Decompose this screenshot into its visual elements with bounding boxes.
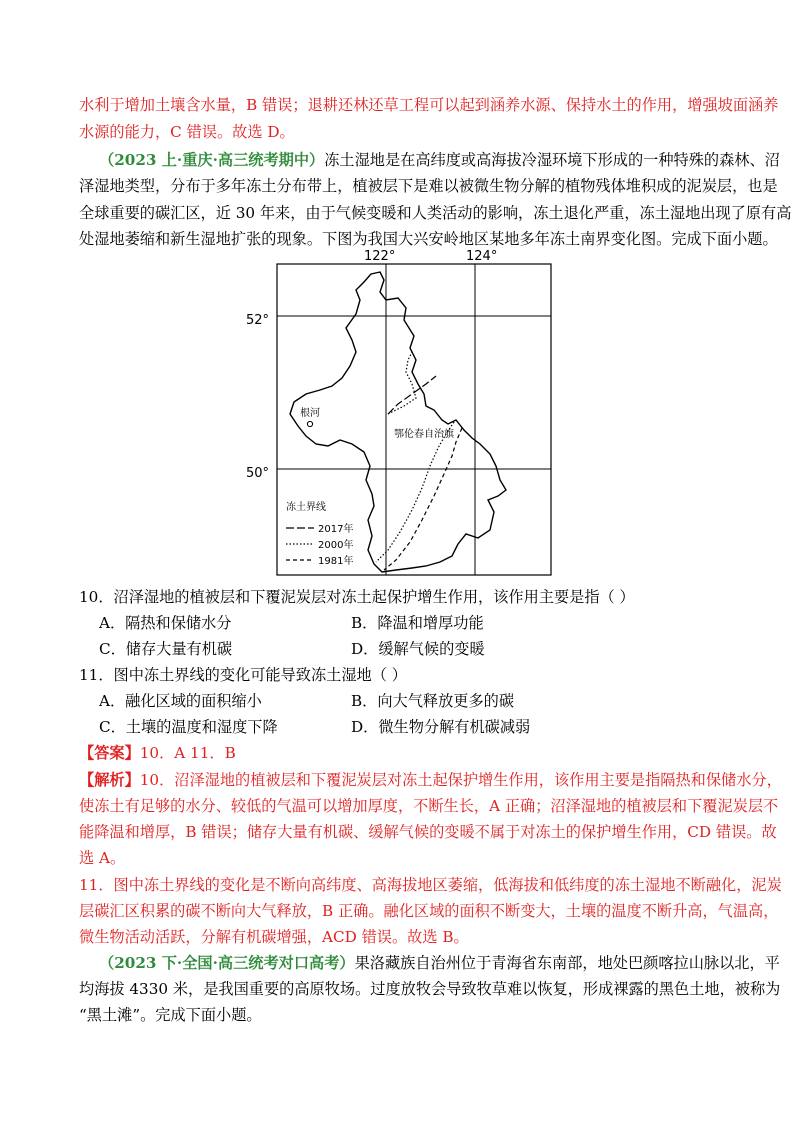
- question-11-option-c: C．土壤的温度和湿度下降: [99, 718, 278, 736]
- passage1-line-3: 全球重要的碳汇区，近 30 年来，由于气候变暖和人类活动的影响，冻土退化严重，冻土湿地出现了原有高: [79, 204, 792, 222]
- passage1-line-2: 泽湿地类型，分布于多年冻土分布带上，植被层下是难以被微生物分解的植物残体堆积成的泥炭层，也是: [79, 177, 778, 195]
- passage2-text-1: 果洛藏族自治州位于青海省东南部，地处巴颜喀拉山脉以北，平: [354, 954, 780, 972]
- prev-analysis-line-2: 水源的能力，C 错误。故选 D。: [79, 123, 295, 141]
- answer-line: [79, 743, 236, 763]
- passage2-source: （2023 下·全国·高三统考对口高考）: [99, 954, 355, 972]
- analysis-label: 【解析】: [79, 771, 140, 789]
- passage1-source: （2023 上·重庆·高三统考期中）: [99, 151, 325, 169]
- analysis-line-7: 微生物活动活跃，分解有机碳增强，ACD 错误。故选 B。: [79, 928, 469, 946]
- answer-text: 10．A 11．B: [139, 744, 236, 762]
- question-11-option-b: B．向大气释放更多的碳: [351, 692, 515, 710]
- lon-label-122: 122°: [364, 249, 396, 264]
- analysis-line-2: 使冻土有足够的水分、较低的气温可以增加厚度，不断生长，A 正确；沼泽湿地的植被层和下覆泥炭层不: [79, 797, 779, 815]
- question-11-option-d: D．微生物分解有机碳减弱: [351, 718, 531, 736]
- legend-label-2000: 2000年: [318, 540, 354, 551]
- legend-label-2017: 2017年: [318, 524, 354, 535]
- passage2-first-line: [99, 953, 780, 973]
- place-oroqen-label: 鄂伦春自治旗: [394, 429, 454, 440]
- permafrost-boundary-map: [246, 244, 552, 576]
- lat-label-50: 50°: [246, 466, 270, 481]
- analysis-text-1: 10．沼泽湿地的植被层和下覆泥炭层对冻土起保护增生作用，该作用主要是指隔热和保储水分，: [139, 771, 782, 789]
- boundary-2017-line: [388, 376, 436, 414]
- analysis-line-4: 选 A。: [79, 849, 126, 867]
- boundary-2000-line-south: [376, 422, 454, 562]
- analysis-line-1: [79, 770, 782, 790]
- lat-label-52: 52°: [246, 313, 270, 328]
- question-10-option-b: B．降温和增厚功能: [351, 614, 484, 632]
- question-10-stem: 10．沼泽湿地的植被层和下覆泥炭层对冻土起保护增生作用，该作用主要是指（ ）: [79, 588, 635, 606]
- question-11-option-a: A．融化区域的面积缩小: [99, 692, 262, 710]
- passage2-line-3: “黑土滩”。完成下面小题。: [79, 1006, 262, 1024]
- passage1-line-4: 处湿地萎缩和新生湿地扩张的现象。下图为我国大兴安岭地区某地多年冻土南界变化图。完成下面小题。: [79, 230, 778, 248]
- place-genhe-marker: [307, 421, 312, 426]
- passage1-text-1: 冻土湿地是在高纬度或高海拔冷湿环境下形成的一种特殊的森林、沼: [324, 151, 780, 169]
- lon-label-124: 124°: [466, 249, 498, 264]
- boundary-1981-line: [384, 428, 462, 570]
- legend-title: 冻土界线: [286, 502, 326, 513]
- place-genhe-label: 根河: [300, 408, 320, 419]
- passage1-first-line: [99, 150, 780, 170]
- question-11-stem: 11．图中冻土界线的变化可能导致冻土湿地（ ）: [79, 666, 407, 684]
- legend-label-1981: 1981年: [318, 556, 354, 567]
- question-10-option-d: D．缓解气候的变暖: [351, 640, 485, 658]
- passage2-line-2: 均海拔 4330 米，是我国重要的高原牧场。过度放牧会导致牧草难以恢复，形成裸露的黑色土地，被称为: [79, 980, 781, 998]
- analysis-line-3: 能降温和增厚，B 错误；储存大量有机碳、缓解气候的变暖不属于对冻土的保护增生作用，CD 错误。故: [79, 823, 777, 841]
- boundary-2000-line: [388, 352, 416, 414]
- question-10-option-a: A．隔热和保储水分: [99, 614, 232, 632]
- analysis-line-6: 层碳汇区积累的碳不断向大气释放，B 正确。融化区域的面积不断变大，土壤的温度不断升高，气温高，: [79, 902, 779, 920]
- answer-label: 【答案】: [79, 744, 140, 762]
- prev-analysis-line-1: 水利于增加土壤含水量，B 错误；退耕还林还草工程可以起到涵养水源、保持水土的作用，增强坡面涵养: [79, 96, 779, 114]
- analysis-line-5: 11．图中冻土界线的变化是不断向高纬度、高海拔地区萎缩，低海拔和低纬度的冻土湿地不断融化，泥炭: [79, 876, 782, 894]
- question-10-option-c: C．储存大量有机碳: [99, 640, 233, 658]
